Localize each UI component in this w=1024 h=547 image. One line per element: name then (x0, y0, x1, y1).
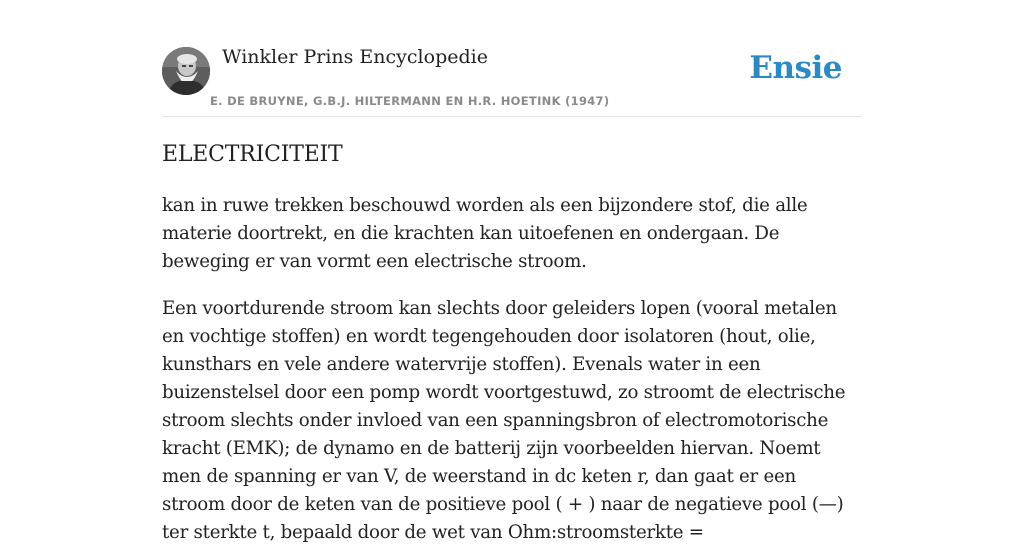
site-title[interactable]: Winkler Prins Encyclopedie (222, 46, 488, 68)
article (162, 140, 862, 547)
article-paragraph: kan in ruwe trekken beschouwd worden als een bijzondere stof, die alle materie doortrekt, en die krachten kan uitoefenen en ondergaan. De beweging er van vormt een electrische stroom. (162, 195, 808, 272)
authors-byline: E. DE BRUYNE, G.B.J. HILTERMANN EN H.R. HOETINK (1947) (210, 94, 610, 108)
author-portrait-icon (162, 47, 210, 95)
site-header (162, 40, 862, 117)
ensie-logo[interactable]: Ensie (749, 50, 842, 86)
author-avatar[interactable] (162, 47, 210, 95)
article-title: ELECTRICITEIT (162, 142, 343, 167)
article-paragraph: Een voortdurende stroom kan slechts door geleiders lopen (vooral metalen en vochtige stoffen) en wordt tegengehouden door isolatoren (hout, olie, kunsthars en vele andere watervrije stoffen). Evenals water in een buizenstelsel door een pomp wordt voortgestuwd, zo stroomt de electrische stroom slechts onder invloed van een spanningsbron of electromotorische kracht (EMK); de dynamo en de batterij zijn voorbeelden hiervan. Noemt men de spanning er van V, de weerstand in dc keten r, dan gaat er een stroom door de keten van de positieve pool ( + ) naar de negatieve pool (—) ter sterkte t, bepaald door de wet van Ohm:stroomsterkte = (162, 298, 846, 543)
